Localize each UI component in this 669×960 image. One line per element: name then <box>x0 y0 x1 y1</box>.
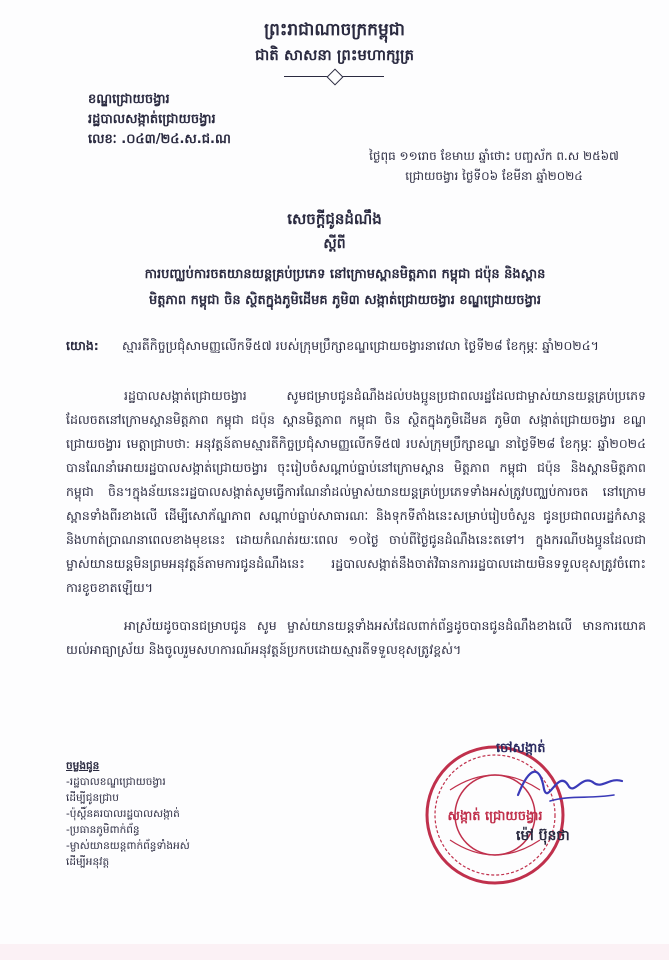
issuer-province: ខណ្ឌជ្រោយចង្វារ <box>88 92 170 107</box>
notice-body <box>66 384 646 676</box>
reference-text: ស្មារតីកិច្ចប្រជុំសាមញ្ញលើកទី៥៧ របស់ក្រុមប្រឹក្សាខណ្ឌជ្រោយចង្វារនាវេលា ថ្ងៃទី២៨ ខែកុម្ភៈ ឆ្នាំ២០២៤។ <box>122 338 599 353</box>
reference-block <box>66 334 646 358</box>
recipient-item: -ម្ចាស់យានយន្តពាក់ព័ន្ធទាំងអស់ <box>66 840 190 852</box>
signatory-name: ម៉ៅ ប៊ុនថា <box>516 828 570 844</box>
reference-number: លេខៈ .០៤៣/២៤.ស.ជ.ណ <box>88 132 231 147</box>
kingdom-heading: ព្រះរាជាណាចក្រកម្ពុជា <box>264 20 405 40</box>
issuer-office: រដ្ឋបាលសង្កាត់ជ្រោយចង្វារ <box>88 112 216 127</box>
body-paragraph-2: អាស្រ័យដូចបានជម្រាបជូន សូម ម្ចាស់យានយន្តទាំងអស់ដែលពាក់ព័ន្ធដូចបានជូនដំណឹងខាងលើ មានការយោគយល់អាធ្យាស្រ័យ និងចូលរួមសហការណ៍អនុវត្តន៍ប្រកបដោយស្មារតីទទួលខុសត្រូវខ្ពស់។ <box>66 618 646 657</box>
document-title: សេចក្តីជូនដំណឹង <box>287 210 382 228</box>
body-paragraph-1: រដ្ឋបាលសង្កាត់ជ្រោយចង្វារ សូមជម្រាបជូនដំណឹងដល់បងប្អូនប្រជាពលរដ្ឋដែលជាម្ចាស់យានយន្តគ្រប់ប្រភេទដែលចតនៅក្រោមស្ពានមិត្តភាព កម្ពុជា ជប៉ុន ស្ពានមិត្តភាព កម្ពុជា ចិន ស្ថិតក្នុងភូមិដើមគ ភូមិ៣ សង្កាត់ជ្រោយចង្វារ ខណ្ឌជ្រោយចង្វារ មេត្តាជ្រាបថា: អនុវត្តន៍តាមស្មារតីកិច្ចប្រជុំសាមញ្ញលើកទី៥៧ របស់ក្រុមប្រឹក្សាខណ្ឌ នាថ្ងៃទី២៨ ខែកុម្ភៈ ឆ្នាំ២០២៤ បានណែនាំអោយរដ្ឋបាលសង្កាត់ជ្រោយចង្វារ ចុះរៀបចំសណ្តាប់ធ្នាប់នៅក្រោមស្ពាន មិត្តភាព កម្ពុជា ជប៉ុន និងស្ពានមិត្តភាព កម្ពុជា ចិន។ក្នុងន័យនេះរដ្ឋបាលសង្កាត់សូមធ្វើការណែនាំដល់ម្ចាស់យានយន្តគ្រប់ប្រភេទទាំងអស់ត្រូវបញ្ឈប់ការចត នៅក្រោមស្ពានទាំងពីរខាងលើ ដើម្បីសោភ័ណ្ឌភាព សណ្តាប់ធ្នាប់សាធារណៈ និងទុកទីតាំងនេះសម្រាប់រៀបចំសួន ជូនប្រជាពលរដ្ឋកំសាន្ត និងហាត់ប្រាណនាពេលខាងមុខនេះ ដោយកំណត់រយៈពេល ១០ថ្ងៃ ចាប់ពីថ្ងៃជូនដំណឹងនេះតទៅ។ ក្នុងករណីបងប្អូនដែលជាម្ចាស់យានយន្តមិនព្រមអនុវត្តន៍តាមការជូនដំណឹងនេះ រដ្ឋបាលសង្កាត់នឹងចាត់វិធានការរដ្ឋបាលដោយមិនទទួលខុសត្រូវចំពោះការខូចខាតឡើយ។ <box>66 388 646 595</box>
recipients-heading: ចម្លងជូន <box>66 760 100 772</box>
lunar-date: ថ្ងៃពុធ ១១រោច ខែមាឃ ឆ្នាំថោះ បញ្ចស័ក ព.ស ២៥៦៧ <box>369 149 619 163</box>
recipient-item: -ប៉ុស្តិ៍នគរបាលរដ្ឋបាលសង្កាត់ <box>66 808 180 820</box>
recipient-item: ដើម្បីអនុវត្ត <box>66 856 110 868</box>
ornament-divider <box>284 68 384 77</box>
issuer-block <box>88 90 231 150</box>
recipient-item: ដើម្បីជូនជ្រាប <box>66 792 119 804</box>
recipient-item: -ប្រធានភូមិពាក់ព័ន្ធ <box>66 824 140 836</box>
signatory-title: ចៅសង្កាត់ <box>496 741 546 756</box>
reference-label: យោង: <box>66 338 99 353</box>
solar-date: ជ្រោយចង្វារ ថ្ងៃទី០៦ ខែមីនា ឆ្នាំ២០២៤ <box>405 169 583 183</box>
subject-line-2: មិត្តភាព កម្ពុជា ចិន ស្ថិតក្នុងភូមិដើមគ ភូមិ៣ សង្កាត់ជ្រោយចង្វារ ខណ្ឌជ្រោយចង្វារ <box>149 293 541 308</box>
page-bottom-edge <box>0 944 669 960</box>
document-subtitle: ស្តីពី <box>323 236 346 252</box>
national-motto: ជាតិ សាសនា ព្រះមហាក្សត្រ <box>255 46 414 64</box>
subject-line-1: ការបញ្ឈប់ការចតយានយន្តគ្រប់ប្រភេទ នៅក្រោមស្ពានមិត្តភាព កម្ពុជា ជប៉ុន និងស្ពាន <box>144 267 546 282</box>
recipients-list <box>66 758 256 870</box>
handwritten-signature <box>510 755 630 815</box>
date-block <box>364 146 624 186</box>
document-subject <box>50 262 640 314</box>
recipient-item: -រដ្ឋបាលខណ្ឌជ្រោយចង្វារ <box>66 776 166 788</box>
seal-text: សង្កាត់ ជ្រោយចង្វារ <box>447 809 543 824</box>
